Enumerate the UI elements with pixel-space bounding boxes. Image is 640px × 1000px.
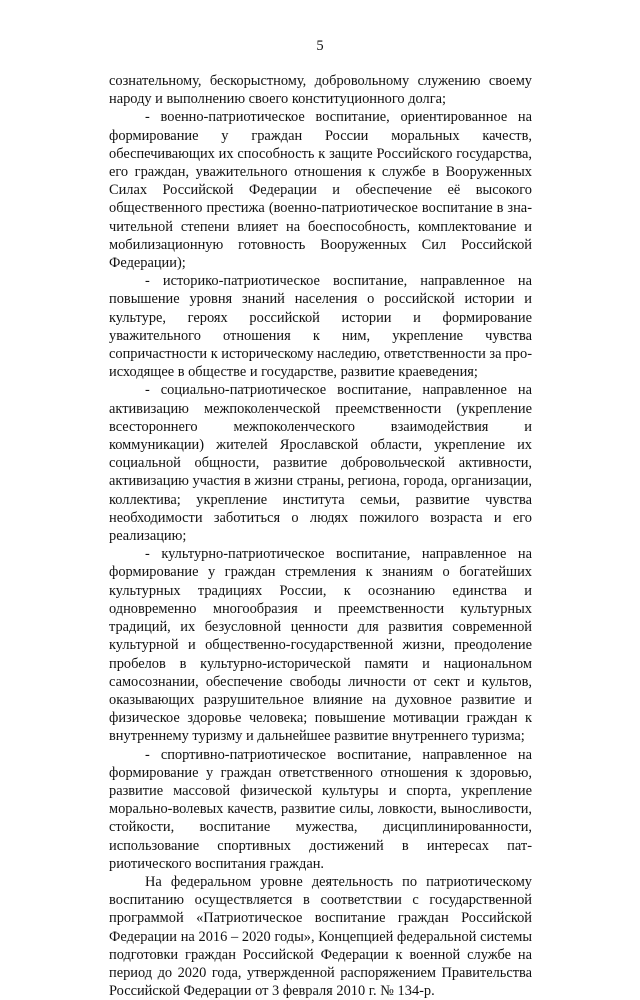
paragraph-historical-patriotic: - историко-патриотическое воспитание, направленное на повышение уровня знаний населения о российской истории и культуре, героях российской истории и формирование уважительного отношения к ним, укрепление чувства сопричастности к историческому наследию, ответственности за происходящее в обществе и государстве, развитие краеведения; [109,273,532,381]
paragraph-cultural-patriotic: - культурно-патриотическое воспитание, направленное на формирование у граждан стремления к знаниям о богатейших культурных традициях России, к осознанию единства и одновременно многообразия и преемственности культурных традиций, их безусловной ценности для развития современной культурной и общественно-государственной жизни, преодоление пробелов в культурно-исторической памяти и национальном самосознании, обеспечение свободы личности от сект и культов, оказывающих разрушительное влияние на духовное развитие и физическое здоровье человека; повышение мотивации граждан к внутреннему туризму и дальнейшее развитие внутреннего туризма; [109,546,532,745]
document-body [109,72,532,1000]
paragraph-social-patriotic: - социально-патриотическое воспитание, направленное на активизацию межпоколенческой преемственности (укрепление всестороннего межпоколенческого взаимодействия и коммуникации) жителей Ярославской области, укрепление их социальной общности, развитие добровольческой активности, активизацию участия в жизни страны, региона, города, организации, коллектива; укрепление института семьи, развитие чувства необходимости заботиться о людях пожилого возраста и его реализацию; [109,382,532,545]
paragraph-continuation: сознательному, бескорыстному, добровольному служению своему народу и выполнению своего конституционного долга; [109,73,532,108]
page-number: 5 [316,38,324,54]
paragraph-sports-patriotic: - спортивно-патриотическое воспитание, направленное на формирование у граждан ответственного отношения к здоровью, развитие массовой физической культуры и спорта, укрепление морально-волевых качеств, развитие силы, ловкости, выносливости, стойкости, воспитание мужества, дисциплинированности, использование спортивных достижений в интересах патриотического воспитания граждан. [109,746,532,872]
paragraph-military-patriotic: - военно-патриотическое воспитание, ориентированное на формирование у граждан России моральных качеств, обеспечивающих их способность к защите Российского государства, его граждан, уважительного отношения к службе в Вооруженных Силах Российской Федерации и обеспечение её высокого общественного престижа (военно-патриотическое воспитание в значительной степени влияет на боеспособность, комплектование и мобилизационную готовность Вооруженных Сил Российской Федерации); [109,109,532,272]
paragraph-federal-level: На федеральном уровне деятельность по патриотическому воспитанию осуществляется в соответствии с государственной программой «Патриотическое воспитание граждан Российской Федерации на 2016 – 2020 годы», Концепцией федеральной системы подготовки граждан Российской Федерации к военной службе на период до 2020 года, утвержденной распоряжением Правительства Российской Федерации от 3 февраля 2010 г. № 134-р. [109,873,532,1000]
